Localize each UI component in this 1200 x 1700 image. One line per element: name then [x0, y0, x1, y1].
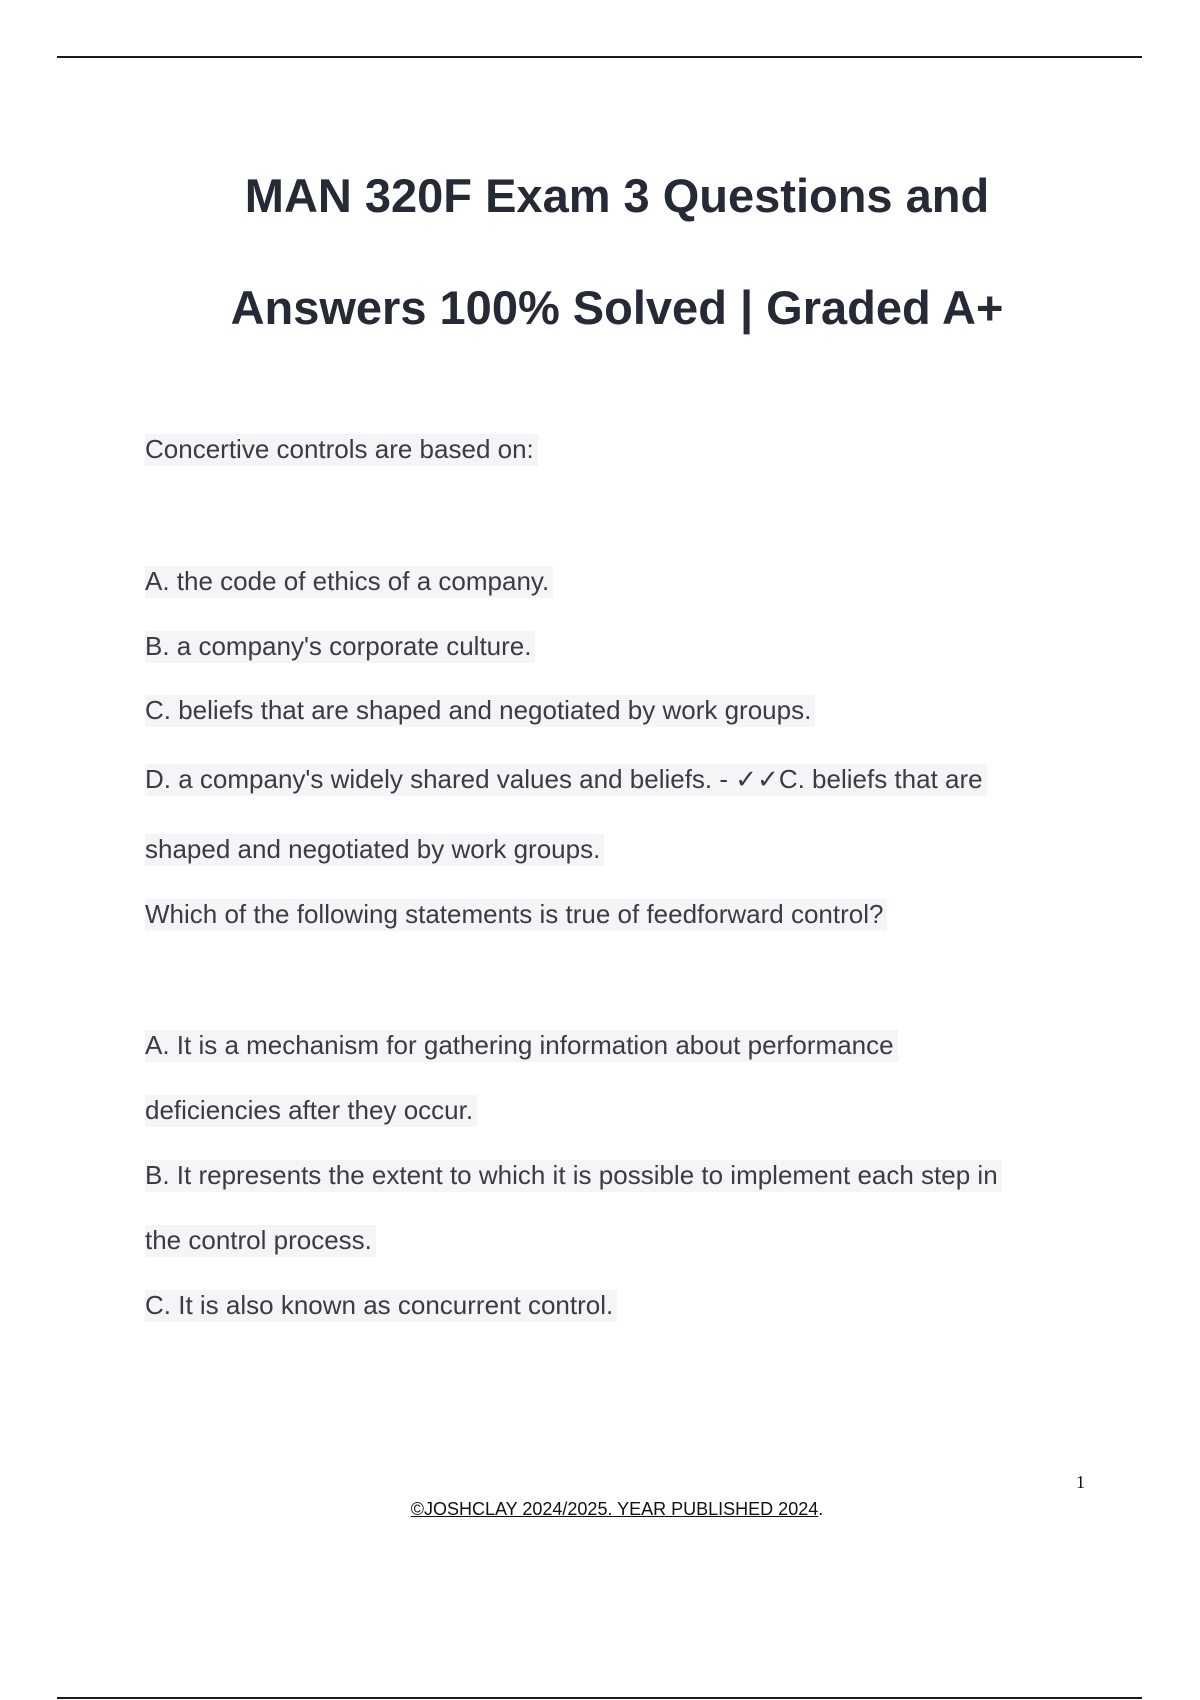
copyright-footer: [0, 1499, 1200, 1520]
question-1-text: Concertive controls are based on:: [145, 434, 538, 466]
top-rule: [57, 56, 1142, 58]
q2-option-c-text: C. It is also known as concurrent control.: [145, 1290, 617, 1322]
document-title: [0, 140, 1200, 364]
page-number: 1: [1076, 1472, 1085, 1492]
q1-option-a-text: A. the code of ethics of a company.: [145, 566, 553, 598]
question-2: [145, 896, 887, 932]
q2-option-a: [145, 1027, 898, 1063]
title-line-1: MAN 320F Exam 3 Questions and: [244, 169, 990, 222]
q2-option-a-line2: deficiencies after they occur.: [145, 1095, 477, 1127]
q2-option-a-line1: A. It is a mechanism for gathering information about performance: [145, 1030, 898, 1062]
q1-option-d-line2: shaped and negotiated by work groups.: [145, 834, 604, 866]
copyright-text: ©JOSHCLAY 2024/2025. YEAR PUBLISHED 2024: [410, 1499, 819, 1519]
question-2-text: Which of the following statements is true of feedforward control?: [145, 899, 887, 931]
copyright-period: .: [818, 1499, 824, 1519]
q1-option-c-text: C. beliefs that are shaped and negotiated by work groups.: [145, 695, 815, 727]
q2-option-a-continued: [145, 1092, 477, 1128]
q1-option-a: [145, 563, 553, 599]
q1-answer-continued: [145, 831, 604, 867]
q2-option-b-line2: the control process.: [145, 1225, 376, 1257]
q2-option-b: [145, 1157, 1002, 1193]
question-1: [145, 431, 538, 467]
q1-option-b: [145, 628, 535, 664]
q1-option-d-answer: [145, 761, 987, 797]
title-line-2: Answers 100% Solved | Graded A+: [230, 281, 1004, 334]
q2-option-b-line1: B. It represents the extent to which it is possible to implement each step in: [145, 1160, 1002, 1192]
q2-option-c: [145, 1287, 617, 1323]
q1-option-b-text: B. a company's corporate culture.: [145, 631, 535, 663]
q1-option-d-line1: D. a company's widely shared values and beliefs. - ✓✓C. beliefs that are: [145, 764, 987, 796]
q1-option-c: [145, 692, 815, 728]
bottom-rule: [57, 1697, 1142, 1699]
q2-option-b-continued: [145, 1222, 376, 1258]
